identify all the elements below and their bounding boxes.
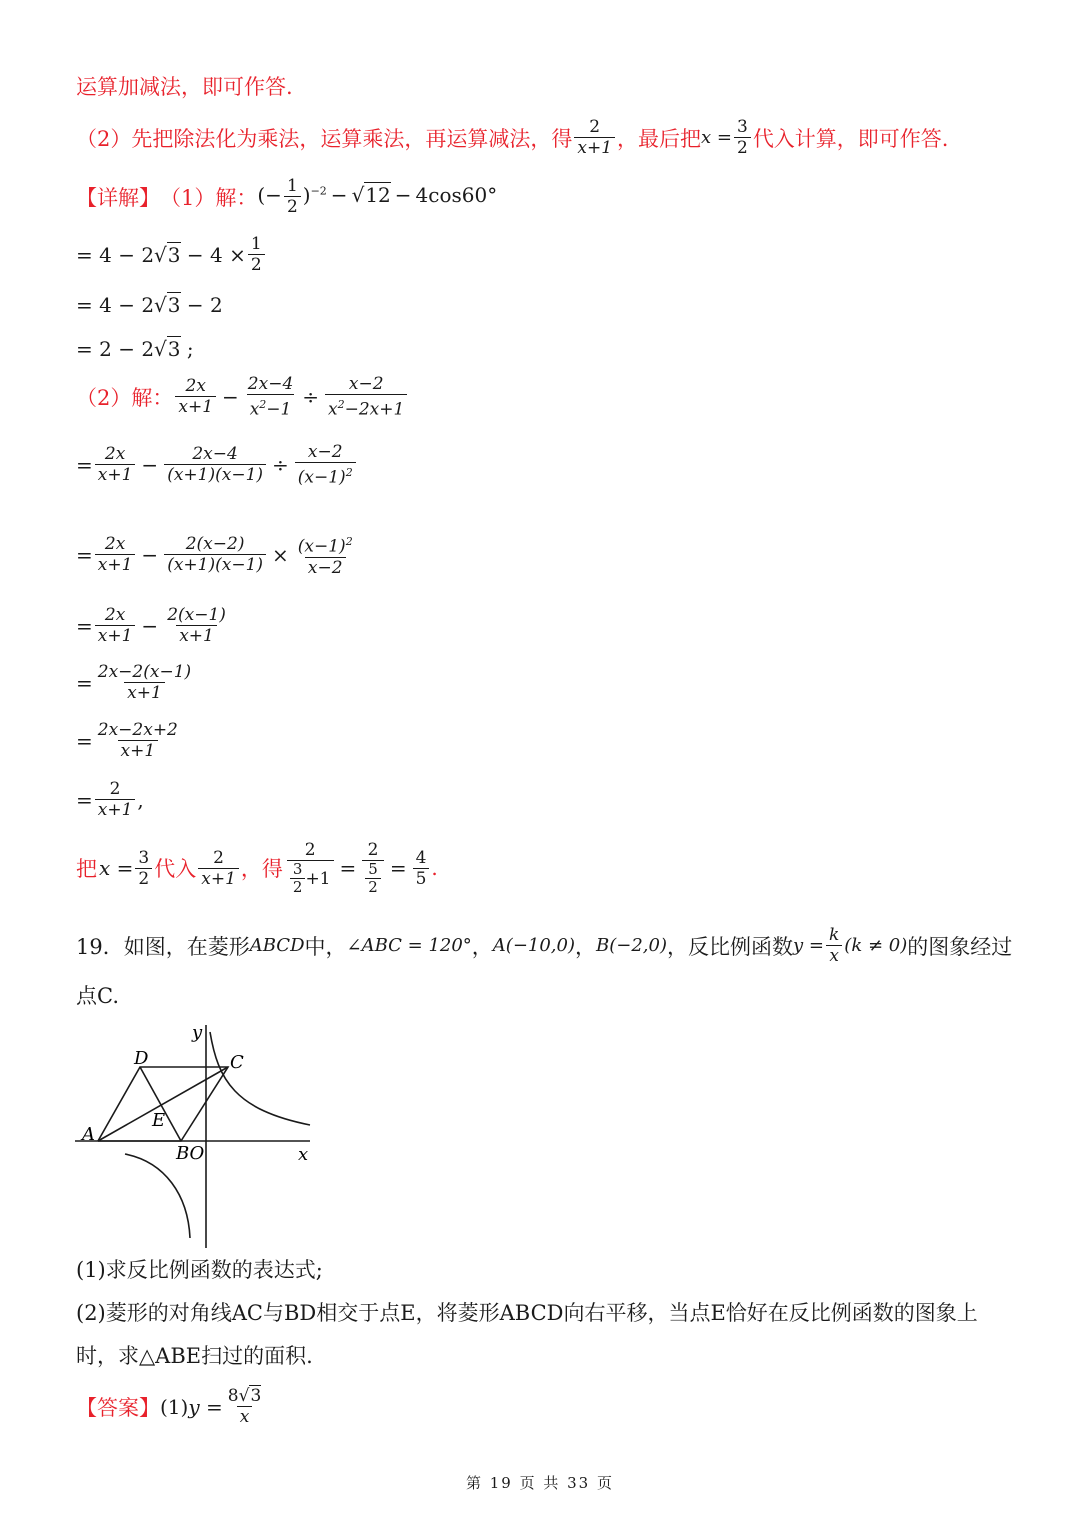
detail-step-1: = 4 − 2√3 − 4 × $\frac{1}{2}$ [76, 234, 267, 275]
hint-val-den: 2 [734, 137, 751, 158]
label-x: x [298, 1144, 309, 1165]
sub-text-3: ，得 [240, 857, 283, 881]
detail-part2-label: （2）解： [76, 385, 174, 410]
label-a: A [82, 1124, 95, 1145]
rhombus-hyperbola-figure [70, 1020, 330, 1250]
hint-frac-num: 2 [589, 117, 601, 137]
label-d: D [134, 1048, 149, 1069]
hint-frac-den: x+1 [574, 137, 615, 158]
answer-label: 【答案】 [76, 1395, 160, 1420]
hint-fraction [574, 117, 615, 158]
hint-x-eq: x = [701, 127, 732, 148]
problem-text-3: ，反比例函数 [667, 934, 793, 959]
detail-step-2: = 4 − 2√3 − 2 [76, 293, 223, 317]
part2-step-1: = $\frac{2x}{x+1}$ − $\frac{2x-4}{(x+1)(x-1)}$ ÷ $\frac{x-2}{(x-1)^2}$ [76, 442, 358, 488]
problem-number: 19． [76, 934, 124, 959]
hint-text-3: 代入计算，即可作答. [752, 126, 949, 151]
sub-text-1: 把 [76, 857, 97, 881]
part2-step-4: = $\frac{2x-2(x-1)}{x+1}$ [76, 662, 192, 703]
detail-part1-label: （1）解： [160, 185, 258, 210]
problem-point-a: A(−10,0) [492, 935, 576, 956]
detail-step-3: = 2 − 2√3 ; [76, 337, 194, 361]
label-bo: BO [176, 1143, 205, 1164]
label-y: y [192, 1022, 203, 1043]
part2-step-6: = $\frac{2}{x+1}$ , [76, 779, 144, 820]
label-c: C [230, 1052, 244, 1073]
problem-text-1: 如图，在菱形 [123, 934, 250, 959]
question-2-line-1: (2)菱形的对角线AC与BD相交于点E，将菱形ABCD向右平移，当点E恰好在反比例函数的图象上 [76, 1301, 978, 1325]
question-1: (1)求反比例函数的表达式; [76, 1258, 323, 1282]
hint-val-num: 3 [736, 117, 748, 137]
question-2-line-2: 时，求△ABE扫过的面积. [76, 1344, 313, 1368]
label-e: E [152, 1110, 166, 1131]
problem-point-b: B(−2,0) [596, 935, 667, 956]
part2-step-2: = $\frac{2x}{x+1}$ − $\frac{2(x-2)}{(x+1)(x-1)}$ × $\frac{(x-1)^2}{x-2}$ [76, 534, 353, 578]
part2-step-3: = $\frac{2x}{x+1}$ − $\frac{2(x-1)}{x+1}$ [76, 605, 226, 646]
detail-part2-line: （2）解： $\frac{2x}{x+1}$ − $\frac{2x-4}{x^2-1}$ ÷ $\frac{x-2}{x^2-2x+1}$ [76, 374, 409, 420]
answer-line: 【答案】 (1)y = $\frac{8√3}{x}$ [76, 1386, 262, 1427]
detail-expr: (− $\frac{1}{2}$ )$^{-2}$ − √12 − 4cos60° [257, 176, 498, 217]
detail-part1-line [76, 176, 497, 217]
problem-angle: ∠ABC = 120° [346, 935, 472, 956]
problem-text-2: 中， [304, 934, 347, 959]
sub-text-2: 代入 [154, 857, 197, 881]
problem-text-4: 的图象经过 [907, 934, 1013, 959]
substitution-line: 把 x = $\frac{3}{2}$ 代入 $\frac{2}{x+1}$ ，得 2 $\frac{3}{2}$ +1 = $\frac{2}{\frac{5}{2}}$ = $\frac{4}{5}$ . [76, 840, 438, 896]
hint-value-fraction [734, 117, 751, 158]
detail-label: 【详解】 [76, 185, 160, 210]
hint-text-1: （2）先把除法化为乘法，运算乘法，再运算减法，得 [76, 126, 573, 151]
hint-line-2 [76, 117, 949, 158]
problem-19-line-1: 19． 如图，在菱形 ABCD 中， ∠ABC = 120° ， A(−10,0) ， B(−2,0) ，反比例函数 y = $\frac{k}{x}$ (k ≠ 0) 的图象经过 [76, 925, 1013, 966]
problem-abcd: ABCD [249, 935, 305, 956]
hint-text-2: ，最后把 [617, 126, 702, 151]
page-footer: 第 19 页 共 33 页 [465, 1474, 614, 1492]
part2-step-5: = $\frac{2x-2x+2}{x+1}$ [76, 720, 178, 761]
hint-line-1: 运算加减法，即可作答. [76, 75, 293, 99]
problem-19-line-2: 点C. [76, 984, 119, 1008]
